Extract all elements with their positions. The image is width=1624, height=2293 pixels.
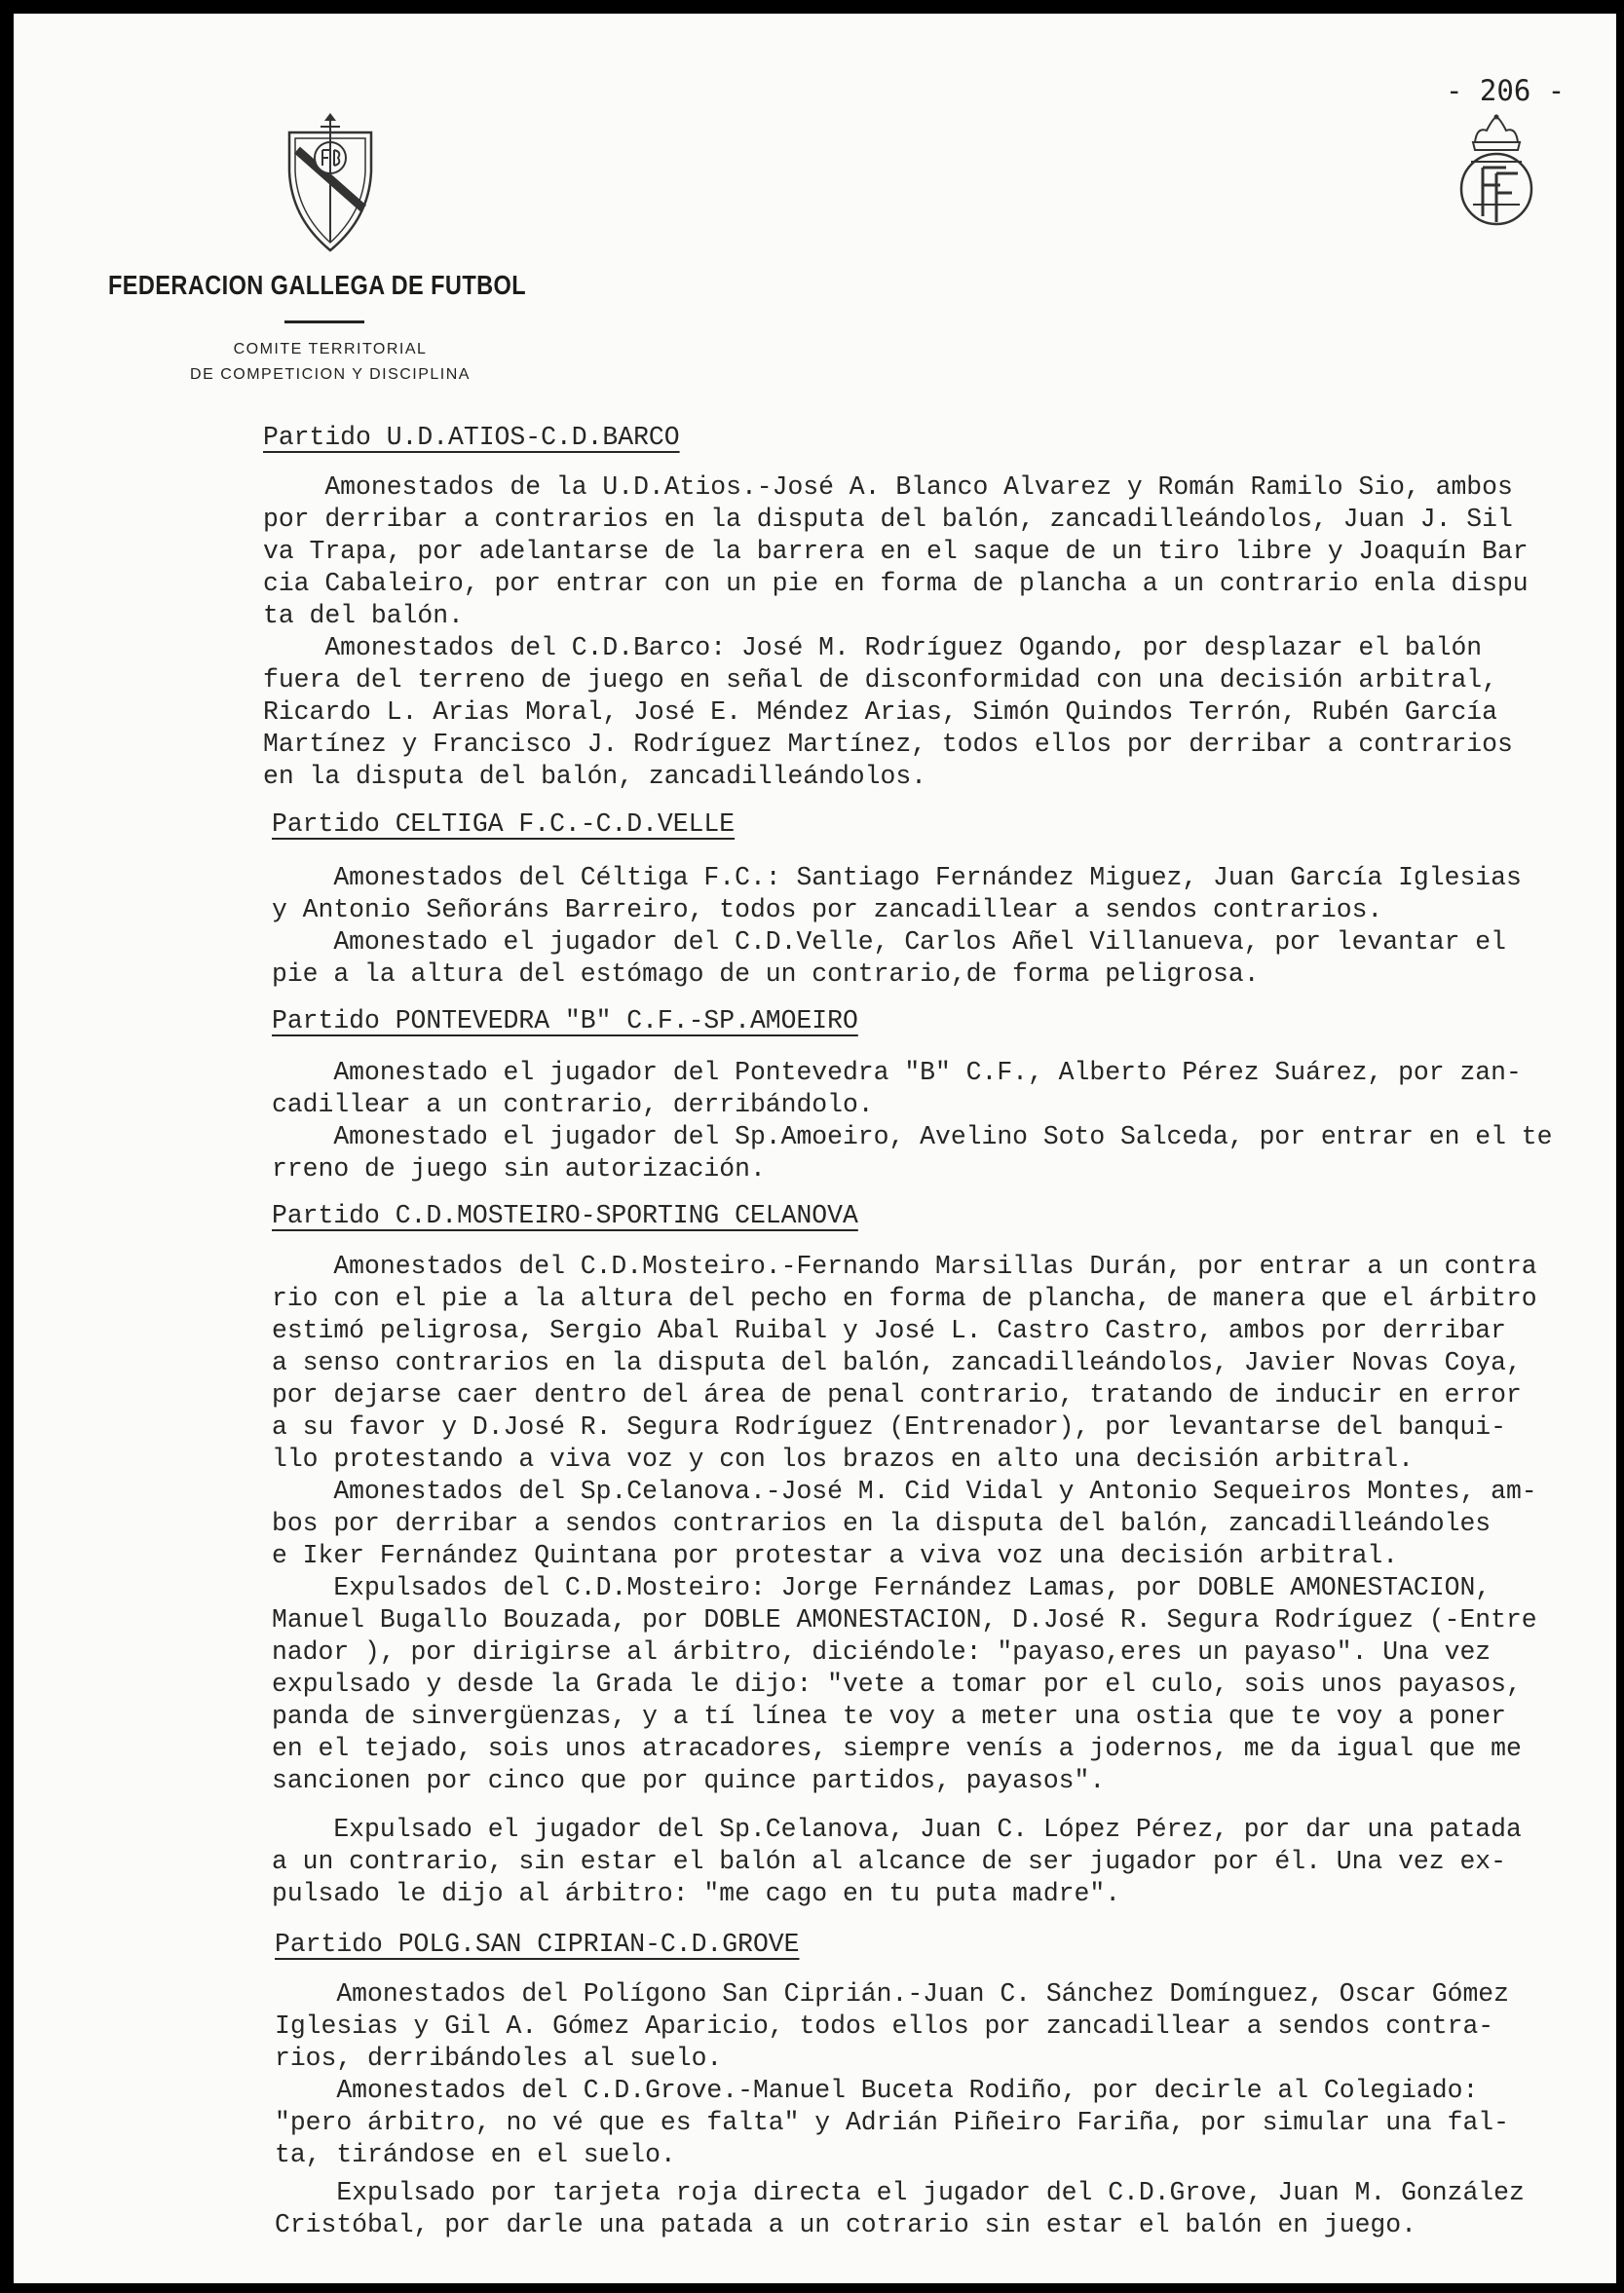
text-line: pie a la altura del estómago de un contrario,de forma peligrosa. xyxy=(272,959,1260,989)
text-line: por derribar a contrarios en la disputa del balón, zancadilleándolos, Juan J. Sil xyxy=(263,505,1513,534)
text-line: Amonestados del Sp.Celanova.-José M. Cid Vidal y Antonio Sequeiros Montes, am- xyxy=(272,1477,1537,1506)
match-heading: Partido C.D.MOSTEIRO-SPORTING CELANOVA xyxy=(272,1201,858,1230)
text-line: Cristóbal, por darle una patada a un cotrario sin estar el balón en juego. xyxy=(275,2210,1416,2239)
match-heading: Partido PONTEVEDRA "B" C.F.-SP.AMOEIRO xyxy=(272,1006,858,1035)
text-line: Manuel Bugallo Bouzada, por DOBLE AMONESTACION, D.José R. Segura Rodríguez (-Entre xyxy=(272,1605,1537,1635)
text-line: Expulsado el jugador del Sp.Celanova, Juan C. López Pérez, por dar una patada xyxy=(272,1815,1522,1844)
match-heading: Partido POLG.SAN CIPRIAN-C.D.GROVE xyxy=(275,1930,800,1959)
text-line: bos por derribar a sendos contrarios en la disputa del balón, zancadilleándoles xyxy=(272,1509,1492,1538)
text-line: pulsado le dijo al árbitro: "me cago en tu puta madre". xyxy=(272,1879,1121,1908)
text-line: nador ), por dirigirse al árbitro, diciéndole: "payaso,eres un payaso". Una vez xyxy=(272,1637,1492,1667)
text-line: y Antonio Señoráns Barreiro, todos por zancadillear a sendos contrarios. xyxy=(272,895,1383,924)
text-line: Iglesias y Gil A. Gómez Aparicio, todos ellos por zancadillear a sendos contra- xyxy=(275,2011,1494,2041)
text-line: va Trapa, por adelantarse de la barrera en el saque de un tiro libre y Joaquín Bar xyxy=(263,537,1529,566)
text-line: Amonestados del C.D.Grove.-Manuel Buceta Rodiño, por decirle al Colegiado: xyxy=(275,2076,1479,2105)
royal-crown-crest-icon xyxy=(1454,113,1539,228)
text-line: e Iker Fernández Quintana por protestar a viva voz una decisión arbitral. xyxy=(272,1541,1399,1570)
text-line: Expulsado por tarjeta roja directa el jugador del C.D.Grove, Juan M. González xyxy=(275,2178,1525,2207)
text-line: a un contrario, sin estar el balón al alcance de ser jugador por él. Una vez ex- xyxy=(272,1847,1506,1876)
text-line: Amonestado el jugador del Sp.Amoeiro, Avelino Soto Salceda, por entrar en el te xyxy=(272,1122,1553,1151)
text-line: Amonestado el jugador del Pontevedra "B" C.F., Alberto Pérez Suárez, por zan- xyxy=(272,1058,1522,1087)
text-line: ta, tirándose en el suelo. xyxy=(275,2140,676,2169)
text-line: panda de sinvergüenzas, y a tí línea te voy a meter una ostia que te voy a poner xyxy=(272,1702,1506,1731)
text-line: en la disputa del balón, zancadilleándolos. xyxy=(263,762,926,791)
text-line: Martínez y Francisco J. Rodríguez Martínez, todos ellos por derribar a contrarios xyxy=(263,730,1513,759)
shield-crest-icon xyxy=(283,111,377,252)
text-line: a su favor y D.José R. Segura Rodríguez (Entrenador), por levantarse del banqui- xyxy=(272,1412,1506,1442)
text-line: en el tejado, sois unos atracadores, siempre venís a jodernos, me da igual que me xyxy=(272,1734,1522,1763)
committee-line-2: DE COMPETICION Y DISCIPLINA xyxy=(190,366,471,383)
committee-line-1: COMITE TERRITORIAL xyxy=(233,341,428,357)
text-line: expulsado y desde la Grada le dijo: "vete a tomar por el culo, sois unos payasos, xyxy=(272,1670,1522,1699)
text-line: Amonestado el jugador del C.D.Velle, Carlos Añel Villanueva, por levantar el xyxy=(272,927,1506,957)
committee-name xyxy=(131,337,530,388)
match-heading: Partido U.D.ATIOS-C.D.BARCO xyxy=(263,423,680,452)
text-line: Ricardo L. Arias Moral, José E. Méndez Arias, Simón Quindos Terrón, Rubén García xyxy=(263,697,1497,727)
text-line: llo protestando a viva voz y con los brazos en alto una decisión arbitral. xyxy=(272,1445,1414,1474)
text-line: cia Cabaleiro, por entrar con un pie en forma de plancha a un contrario enla dispu xyxy=(263,569,1529,598)
text-line: Amonestados del C.D.Mosteiro.-Fernando Marsillas Durán, por entrar a un contra xyxy=(272,1252,1537,1281)
match-heading: Partido CELTIGA F.C.-C.D.VELLE xyxy=(272,809,736,839)
text-line: Amonestados de la U.D.Atios.-José A. Blanco Alvarez y Román Ramilo Sio, ambos xyxy=(263,472,1513,502)
text-line: Expulsados del C.D.Mosteiro: Jorge Fernández Lamas, por DOBLE AMONESTACION, xyxy=(272,1573,1492,1602)
text-line: a senso contrarios en la disputa del balón, zancadilleándolos, Javier Novas Coya, xyxy=(272,1348,1522,1377)
text-line: sancionen por cinco que por quince partidos, payasos". xyxy=(272,1766,1106,1795)
text-line: cadillear a un contrario, derribándolo. xyxy=(272,1090,874,1119)
page-number: - 206 - xyxy=(1446,74,1566,107)
text-line: por dejarse caer dentro del área de penal contrario, tratando de inducir en error xyxy=(272,1380,1522,1410)
text-line: estimó peligrosa, Sergio Abal Ruibal y José L. Castro Castro, ambos por derribar xyxy=(272,1316,1506,1345)
divider xyxy=(284,320,364,323)
text-line: rio con el pie a la altura del pecho en forma de plancha, de manera que el árbitro xyxy=(272,1284,1537,1313)
text-line: fuera del terreno de juego en señal de disconformidad con una decisión arbitral, xyxy=(263,665,1497,695)
text-line: "pero árbitro, no vé que es falta" y Adrián Piñeiro Fariña, por simular una fal- xyxy=(275,2108,1509,2137)
federation-name: FEDERACION GALLEGA DE FUTBOL xyxy=(108,270,527,300)
text-line: Amonestados del Polígono San Ciprián.-Juan C. Sánchez Domínguez, Oscar Gómez xyxy=(275,1979,1509,2009)
text-line: Amonestados del C.D.Barco: José M. Rodríguez Ogando, por desplazar el balón xyxy=(263,633,1483,662)
document-page xyxy=(14,14,1616,2283)
text-line: rreno de juego sin autorización. xyxy=(272,1154,766,1184)
text-line: Amonestados del Céltiga F.C.: Santiago Fernández Miguez, Juan García Iglesias xyxy=(272,863,1522,892)
text-line: rios, derribándoles al suelo. xyxy=(275,2044,723,2073)
text-line: ta del balón. xyxy=(263,601,464,630)
